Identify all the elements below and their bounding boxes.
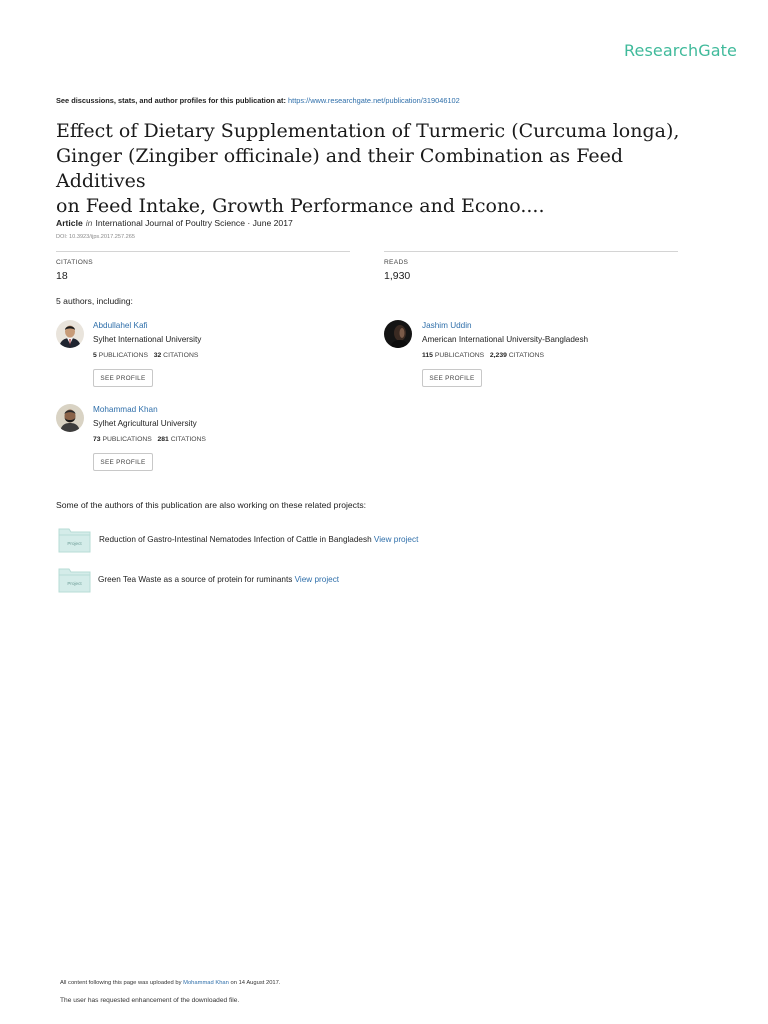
reads-label: READS: [384, 259, 409, 266]
see-profile-button[interactable]: SEE PROFILE: [93, 453, 153, 471]
reads-value: 1,930: [384, 270, 411, 282]
enhancement-note: The user has requested enhancement of the downloaded file.: [60, 997, 240, 1004]
author-name-link[interactable]: Abdullahel Kafi: [93, 321, 148, 330]
see-profile-button[interactable]: SEE PROFILE: [422, 369, 482, 387]
citations-divider: [56, 251, 350, 252]
see-discussions-line: [56, 96, 460, 105]
see-profile-button[interactable]: SEE PROFILE: [93, 369, 153, 387]
project-folder-icon: [58, 567, 91, 593]
project-folder-icon: [58, 527, 91, 553]
citations-value: 18: [56, 270, 68, 282]
citations-count: 281: [157, 436, 169, 443]
author-stats: [422, 352, 544, 359]
project-folder-label: Project: [67, 581, 82, 586]
project-folder-label: Project: [67, 541, 82, 546]
publication-url-link[interactable]: https://www.researchgate.net/publication/319046102: [288, 96, 460, 105]
author-stats: [93, 352, 198, 359]
publications-label: PUBLICATIONS: [102, 436, 152, 443]
publication-type: Article: [56, 218, 83, 228]
uploader-link[interactable]: Mohammad Khan: [183, 980, 229, 986]
author-avatar[interactable]: [56, 320, 84, 348]
publication-meta: [56, 218, 293, 228]
project-title: Reduction of Gastro-Intestinal Nematodes Infection of Cattle in Bangladesh: [99, 535, 372, 544]
view-project-link[interactable]: View project: [373, 535, 419, 544]
author-name-link[interactable]: Mohammad Khan: [93, 405, 158, 414]
project-title: Green Tea Waste as a source of protein for ruminants: [98, 575, 293, 584]
citations-count: 2,239: [489, 352, 507, 359]
author-photo-icon: [56, 404, 84, 432]
citations-label: CITATIONS: [56, 259, 93, 266]
author-avatar[interactable]: [384, 320, 412, 348]
publications-label: PUBLICATIONS: [434, 352, 485, 359]
author-photo-icon: [56, 320, 84, 348]
upload-suffix: on 14 August 2017.: [230, 980, 281, 986]
title-line: Effect of Dietary Supplementation of Turmeric (Curcuma longa),: [56, 120, 680, 142]
doi-text: DOI: 10.3923/ijps.2017.257.265: [56, 234, 135, 240]
researchgate-logo[interactable]: ResearchGate: [624, 41, 737, 60]
publications-count: 5: [93, 352, 97, 359]
citations-label: CITATIONS: [170, 436, 206, 443]
author-stats: [93, 436, 206, 443]
title-line: Ginger (Zingiber officinale) and their Combination as Feed Additives: [56, 145, 624, 192]
journal-date: International Journal of Poultry Science · June 2017: [95, 218, 293, 228]
related-projects-heading: Some of the authors of this publication are also working on these related projects:: [56, 500, 367, 510]
view-project-link[interactable]: View project: [294, 575, 340, 584]
citations-label: CITATIONS: [163, 352, 199, 359]
upload-note: [60, 980, 280, 986]
in-word: in: [85, 218, 93, 228]
project-item: [99, 535, 418, 544]
author-photo-icon: [384, 320, 412, 348]
title-line: on Feed Intake, Growth Performance and Econo....: [56, 195, 545, 217]
publications-label: PUBLICATIONS: [98, 352, 149, 359]
author-name-link[interactable]: Jashim Uddin: [422, 321, 472, 330]
publications-count: 73: [93, 436, 101, 443]
citations-label: CITATIONS: [508, 352, 545, 359]
author-affiliation: Sylhet International University: [93, 335, 202, 344]
authors-heading: 5 authors, including:: [56, 296, 133, 306]
upload-prefix: All content following this page was uploaded by: [60, 980, 182, 986]
see-discussions-text: See discussions, stats, and author profiles for this publication at:: [56, 96, 286, 105]
author-avatar[interactable]: [56, 404, 84, 432]
publications-count: 115: [422, 352, 433, 359]
citations-count: 32: [153, 352, 162, 359]
author-affiliation: Sylhet Agricultural University: [93, 419, 197, 428]
publication-title: [56, 119, 716, 219]
project-item: [98, 575, 339, 584]
reads-divider: [384, 251, 678, 252]
author-affiliation: American International University-Bangladesh: [422, 335, 589, 344]
